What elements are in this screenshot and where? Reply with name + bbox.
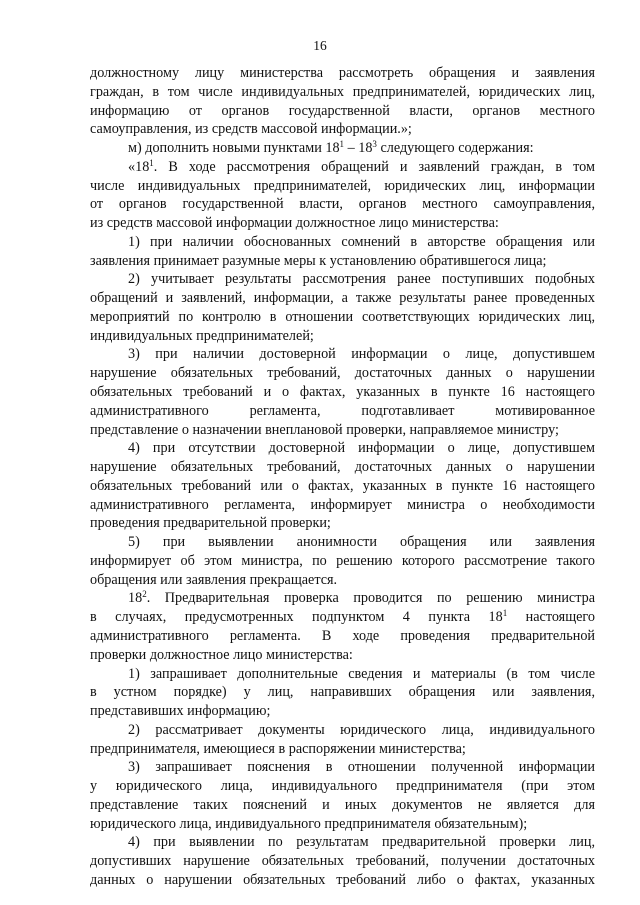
text-line	[90, 852, 595, 871]
text-line	[90, 327, 595, 346]
text-span: 4) при выявлении по результатам предварительной проверки лиц,	[128, 834, 595, 851]
text-line	[90, 252, 595, 271]
text-line	[90, 64, 595, 83]
text-line	[90, 120, 595, 139]
text-span: у юридического лица, индивидуального предпринимателя (при этом	[90, 778, 595, 795]
text-line	[90, 871, 595, 890]
text-line	[90, 589, 595, 608]
superscript: 2	[142, 589, 147, 600]
text-span: представление таких пояснений и иных документов не является для	[90, 796, 595, 813]
text-line	[90, 308, 595, 327]
text-span: представивших информацию;	[90, 703, 271, 720]
text-span: обращения или заявления прекращается.	[90, 571, 338, 588]
text-span: в устном порядке) у лиц, направивших обращения или заявления,	[90, 684, 595, 701]
text-line	[90, 758, 595, 777]
text-line	[90, 214, 595, 233]
text-line	[90, 608, 595, 627]
text-line	[90, 777, 595, 796]
text-line	[90, 477, 595, 496]
text-span: . Предварительная проверка проводится по решению министра	[146, 590, 595, 607]
text-line	[90, 402, 595, 421]
text-span: административного регламента. В ходе проведения предварительной	[90, 627, 595, 644]
text-line	[90, 177, 595, 196]
text-line	[90, 796, 595, 815]
text-line	[90, 421, 595, 440]
text-line	[90, 233, 595, 252]
text-line	[90, 102, 595, 121]
text-line	[90, 815, 595, 834]
text-span: 3) запрашивает пояснения в отношении полученной информации	[128, 759, 595, 776]
text-span: 1) запрашивает дополнительные сведения и материалы (в том числе	[128, 665, 595, 682]
text-span: должностному лицу министерства рассмотреть обращения и заявления	[90, 65, 595, 81]
superscript: 3	[372, 139, 377, 150]
text-line	[90, 83, 595, 102]
text-line	[90, 496, 595, 515]
text-line	[90, 195, 595, 214]
text-span: . В ходе рассмотрения обращений и заявлений граждан, в том	[153, 158, 595, 175]
text-span: следующего содержания:	[376, 140, 534, 157]
text-span: мероприятий по контролю в отношении соответствующих юридических лиц,	[90, 308, 595, 325]
text-line	[90, 158, 595, 177]
superscript: 1	[339, 139, 345, 150]
text-line	[90, 458, 595, 477]
text-span: «18	[128, 158, 150, 175]
text-line	[90, 646, 595, 665]
text-span: данных о нарушении обязательных требований либо о фактах, указанных	[90, 871, 595, 888]
text-span: 18	[128, 590, 143, 607]
text-span: допустивших нарушение обязательных требований, получении достаточных	[90, 853, 595, 870]
text-span: м) дополнить новыми пунктами 18	[128, 140, 340, 157]
text-span: нарушение обязательных требований, достаточных данных о нарушении	[90, 459, 595, 476]
text-line	[90, 683, 595, 702]
text-span: граждан, в том числе индивидуальных предпринимателей, юридических лиц,	[90, 83, 595, 100]
text-line	[90, 571, 595, 590]
text-span: предпринимателя, имеющиеся в распоряжении министерства;	[90, 740, 466, 757]
text-span: самоуправления, из средств массовой информации.»;	[90, 121, 412, 138]
text-span: заявления принимает разумные меры к установлению обратившегося лица;	[90, 252, 547, 269]
text-span: обязательных требований и о фактах, указанных в пункте 16 настоящего	[90, 384, 595, 401]
text-span: обязательных требований или о фактах, указанных в пункте 16 настоящего	[90, 477, 595, 494]
text-line	[90, 439, 595, 458]
text-span: нарушение обязательных требований, достаточных данных о нарушении	[90, 365, 595, 382]
text-span: 2) рассматривает документы юридического лица, индивидуального	[128, 721, 595, 738]
text-line	[90, 289, 595, 308]
text-line	[90, 345, 595, 364]
text-span: 3) при наличии достоверной информации о лице, допустившем	[128, 346, 595, 363]
text-line	[90, 740, 595, 759]
text-span: административного регламента, подготавливает мотивированное	[90, 402, 595, 419]
text-span: административного регламента, информирует министра о необходимости	[90, 496, 595, 513]
text-span: 2) учитывает результаты рассмотрения ранее поступивших подобных	[128, 271, 595, 288]
text-line	[90, 721, 595, 740]
text-span: проведения предварительной проверки;	[90, 515, 331, 532]
text-span: настоящего	[507, 609, 595, 626]
text-line	[90, 383, 595, 402]
text-line	[90, 270, 595, 289]
text-span: представление о назначении внеплановой проверки, направляемое министру;	[90, 421, 559, 438]
text-span: информирует об этом министра, по решению которого рассмотрение такого	[90, 552, 595, 569]
superscript: 1	[149, 157, 154, 168]
text-span: 1) при наличии обоснованных сомнений в авторстве обращения или	[128, 233, 595, 250]
text-span: 4) при отсутствии достоверной информации о лице, допустившем	[128, 440, 595, 457]
text-line	[90, 702, 595, 721]
document-body	[90, 64, 595, 890]
text-line	[90, 364, 595, 383]
text-span: обращений и заявлений, информации, а также результаты ранее проведенных	[90, 290, 595, 307]
superscript: 1	[502, 608, 508, 619]
text-span: 5) при выявлении анонимности обращения или заявления	[128, 534, 595, 551]
text-line	[90, 552, 595, 571]
text-line	[90, 533, 595, 552]
text-span: информацию от органов государственной власти, органов местного	[90, 102, 595, 119]
page-number: 16	[313, 38, 327, 53]
text-span: от органов государственной власти, органов местного самоуправления,	[90, 196, 595, 213]
text-span: в случаях, предусмотренных подпунктом 4 пункта 18	[90, 609, 503, 626]
text-line	[90, 514, 595, 533]
text-line	[90, 139, 595, 158]
text-span: проверки должностное лицо министерства:	[90, 646, 353, 663]
text-span: юридического лица, индивидуального предпринимателя обязательным);	[90, 815, 528, 832]
text-line	[90, 627, 595, 646]
text-line	[90, 665, 595, 684]
text-span: – 18	[344, 140, 373, 157]
text-span: индивидуальных предпринимателей;	[90, 327, 314, 344]
text-line	[90, 833, 595, 852]
text-span: из средств массовой информации должностное лицо министерства:	[90, 215, 499, 232]
text-span: числе индивидуальных предпринимателей, юридических лиц, информации	[90, 177, 595, 194]
